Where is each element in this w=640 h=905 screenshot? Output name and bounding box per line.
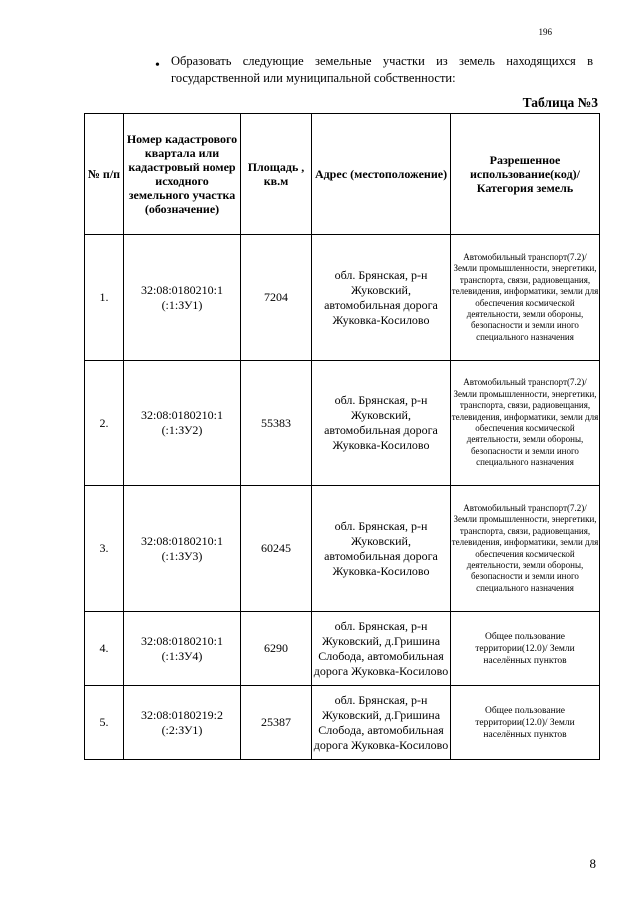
cadastral-number: 32:08:0180219:2 (140, 707, 223, 722)
cadastral-number: 32:08:0180210:1 (140, 282, 223, 297)
table-header-row (85, 114, 600, 235)
cell-area: 25387 (241, 686, 312, 760)
cell-area: 6290 (241, 612, 312, 686)
land-plots-table (84, 113, 600, 760)
cell-address: обл. Брянская, р-н Жуковский, автомобильная дорога Жуковка-Косилово (312, 235, 451, 361)
plot-designation: (:1:ЗУ4) (161, 648, 203, 663)
cell-cadastral (124, 686, 241, 760)
table-caption: Таблица №3 (522, 95, 598, 110)
plot-designation: (:2:ЗУ1) (161, 722, 203, 737)
table-row (85, 612, 600, 686)
table-row (85, 235, 600, 361)
table-row (85, 361, 600, 486)
cadastral-number: 32:08:0180210:1 (140, 408, 223, 422)
cell-cadastral (124, 235, 241, 361)
cadastral-number: 32:08:0180210:1 (140, 533, 223, 548)
plot-designation: (:1:ЗУ2) (161, 423, 203, 437)
cell-usage: Автомобильный транспорт(7.2)/ Земли промышленности, энергетики, транспорта, связи, радиовещания, телевидения, информатики, земли для обеспечения космической деятельности, земли обороны, безопасности и земли иного специального назначения (451, 235, 600, 361)
cell-usage: Общее пользование территории(12.0)/ Земли населённых пунктов (451, 612, 600, 686)
plot-designation: (:1:ЗУ3) (161, 548, 203, 563)
header-number: № п/п (85, 114, 124, 235)
cell-usage: Автомобильный транспорт(7.2)/ Земли промышленности, энергетики, транспорта, связи, радиовещания, телевидения, информатики, земли для обеспечения космической деятельности, земли обороны, безопасности и земли иного специального назначения (451, 486, 600, 612)
cell-usage: Общее пользование территории(12.0)/ Земли населённых пунктов (451, 686, 600, 760)
cell-number: 2. (85, 361, 124, 486)
cell-address: обл. Брянская, р-н Жуковский, д.Гришина Слобода, автомобильная дорога Жуковка-Косилово (312, 686, 451, 760)
cell-address: обл. Брянская, р-н Жуковский, автомобильная дорога Жуковка-Косилово (312, 486, 451, 612)
cell-cadastral (124, 612, 241, 686)
cell-address: обл. Брянская, р-н Жуковский, автомобильная дорога Жуковка-Косилово (312, 361, 451, 486)
plot-designation: (:1:ЗУ1) (161, 297, 203, 312)
cell-number: 4. (85, 612, 124, 686)
header-address: Адрес (местоположение) (312, 114, 451, 235)
header-usage: Разрешенное использование(код)/ Категория земель (451, 114, 600, 235)
cell-area: 60245 (241, 486, 312, 612)
cell-number: 3. (85, 486, 124, 612)
cell-address: обл. Брянская, р-н Жуковский, д.Гришина Слобода, автомобильная дорога Жуковка-Косилово (312, 612, 451, 686)
cell-area: 7204 (241, 235, 312, 361)
cell-area: 55383 (241, 361, 312, 486)
cell-number: 5. (85, 686, 124, 760)
header-cadastral: Номер кадастрового квартала или кадастровый номер исходного земельного участка (обозначение) (124, 114, 241, 235)
header-area: Площадь , кв.м (241, 114, 312, 235)
table-row (85, 686, 600, 760)
intro-paragraph: Образовать следующие земельные участки из земель находящихся в государственной или муниципальной собственности: (171, 54, 593, 85)
top-page-number: 196 (538, 27, 552, 37)
page-number: 8 (589, 856, 596, 871)
cell-cadastral (124, 361, 241, 486)
cadastral-number: 32:08:0180210:1 (140, 633, 223, 648)
table-row (85, 486, 600, 612)
cell-number: 1. (85, 235, 124, 361)
cell-cadastral (124, 486, 241, 612)
cell-usage: Автомобильный транспорт(7.2)/ Земли промышленности, энергетики, транспорта, связи, радиовещания, телевидения, информатики, земли для обеспечения космической деятельности, земли обороны, безопасности и земли иного специального назначения (451, 361, 600, 486)
list-bullet: • (155, 58, 160, 73)
